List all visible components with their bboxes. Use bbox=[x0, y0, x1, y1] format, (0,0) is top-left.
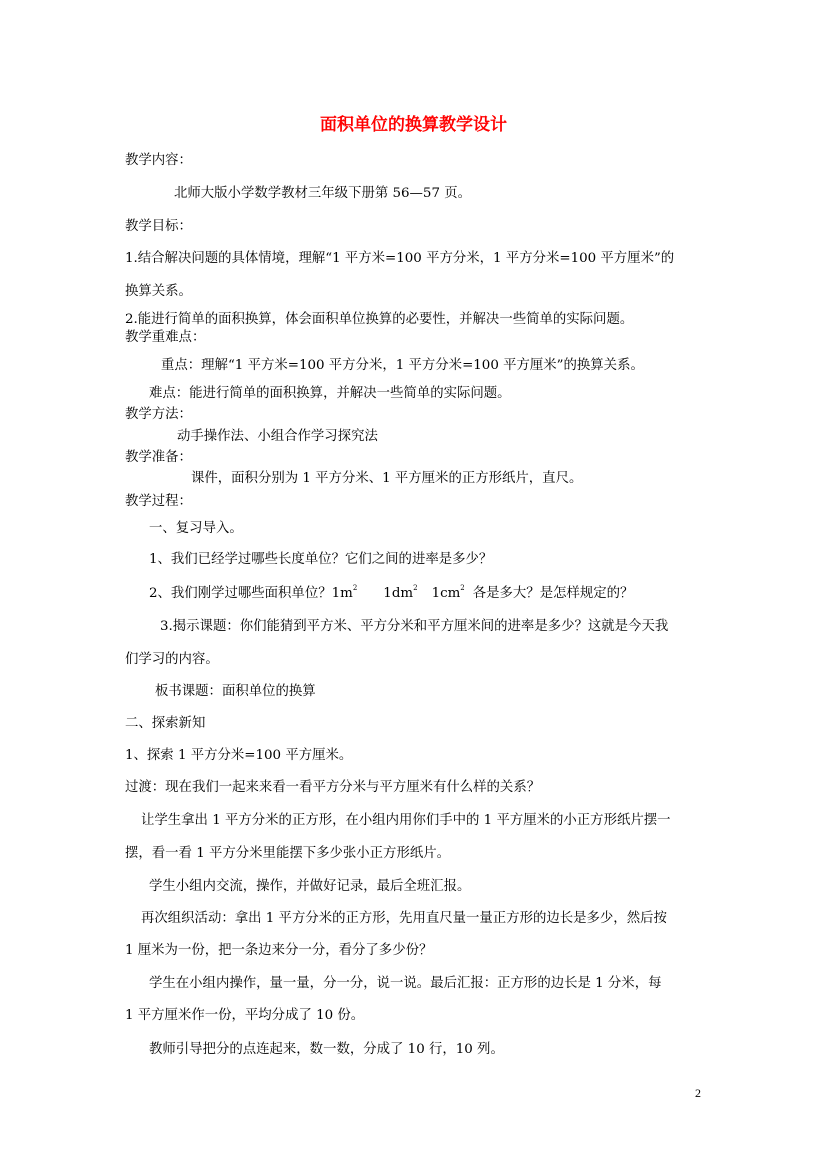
section-explore: 二、探索新知 bbox=[125, 716, 206, 731]
review-question-2 bbox=[149, 585, 633, 603]
square-superscript: 2 bbox=[460, 584, 465, 592]
teacher-guide: 教师引导把分的点连起来，数一数，分成了 10 行，10 列。 bbox=[149, 1042, 504, 1057]
question-2-lead: 2、我们刚学过哪些面积单位？1m bbox=[149, 586, 353, 601]
key-point: 重点：理解“1 平方米=100 平方分米，1 平方分米=100 平方厘米”的换算关系。 bbox=[161, 358, 644, 373]
group-exchange: 学生小组内交流，操作，并做好记录，最后全班汇报。 bbox=[149, 879, 471, 894]
methods-text: 动手操作法、小组合作学习探究法 bbox=[177, 429, 378, 444]
explore-step-1: 1、探索 1 平方分米=100 平方厘米。 bbox=[125, 748, 353, 763]
review-question-1: 1、我们已经学过哪些长度单位？它们之间的进率是多少？ bbox=[149, 552, 493, 567]
activity-2-line-1: 再次组织活动：拿出 1 平方分米的正方形，先用直尺量一量正方形的边长是多少，然后按 bbox=[141, 911, 667, 926]
square-superscript: 2 bbox=[413, 584, 418, 592]
heading-teaching-methods: 教学方法： bbox=[125, 407, 192, 422]
activity-2-line-2: 1 厘米为一份，把一条边来分一分，看分了多少份？ bbox=[125, 943, 433, 958]
reveal-topic-line-1: 3.揭示课题：你们能猜到平方米、平方分米和平方厘米间的进率是多少？这就是今天我 bbox=[160, 619, 669, 634]
heading-teaching-goals: 教学目标： bbox=[125, 219, 192, 234]
question-2-tail: 各是多大？是怎样规定的？ bbox=[472, 586, 634, 601]
reveal-topic-line-2: 们学习的内容。 bbox=[125, 652, 219, 667]
activity-line-1: 让学生拿出 1 平方分米的正方形，在小组内用你们手中的 1 平方厘米的小正方形纸片摆一 bbox=[141, 813, 671, 828]
difficult-point: 难点：能进行简单的面积换算，并解决一些简单的实际问题。 bbox=[149, 386, 511, 401]
unit-dm: 1dm bbox=[383, 586, 414, 601]
report-line-2: 1 平方厘米作一份，平均分成了 10 份。 bbox=[125, 1008, 365, 1023]
heading-teaching-preparation: 教学准备： bbox=[125, 450, 192, 465]
paragraph-content: 北师大版小学数学教材三年级下册第 56—57 页。 bbox=[174, 186, 472, 201]
page-number: 2 bbox=[695, 1086, 701, 1100]
goal-2: 2.能进行简单的面积换算，体会面积单位换算的必要性，并解决一些简单的实际问题。 bbox=[125, 312, 634, 327]
activity-line-2: 摆，看一看 1 平方分米里能摆下多少张小正方形纸片。 bbox=[125, 846, 451, 861]
report-line-1: 学生在小组内操作，量一量，分一分，说一说。最后汇报：正方形的边长是 1 分米，每 bbox=[149, 976, 662, 991]
board-topic: 板书课题：面积单位的换算 bbox=[155, 684, 316, 699]
heading-teaching-content: 教学内容： bbox=[125, 153, 192, 168]
section-review: 一、复习导入。 bbox=[149, 521, 243, 536]
transition-text: 过渡：现在我们一起来来看一看平方分米与平方厘米有什么样的关系？ bbox=[125, 780, 541, 795]
goal-1-line-2: 换算关系。 bbox=[125, 284, 192, 299]
square-superscript: 2 bbox=[352, 584, 358, 592]
preparation-text: 课件，面积分别为 1 平方分米、1 平方厘米的正方形纸片，直尺。 bbox=[191, 471, 583, 486]
document-title: 面积单位的换算教学设计 bbox=[320, 115, 507, 135]
heading-teaching-process: 教学过程： bbox=[125, 494, 192, 509]
heading-key-points: 教学重难点： bbox=[125, 330, 206, 345]
goal-1-line-1: 1.结合解决问题的具体情境，理解“1 平方米=100 平方分米，1 平方分米=100 平方厘米”的 bbox=[125, 251, 675, 266]
unit-cm: 1cm bbox=[431, 586, 461, 601]
